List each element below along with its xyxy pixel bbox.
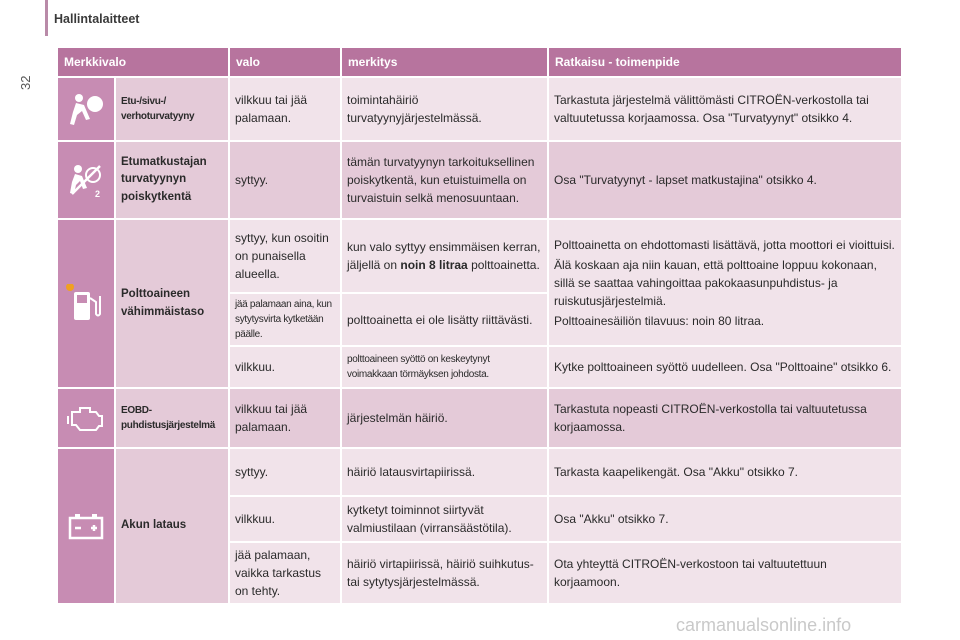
valo-fuel-2: jää palamaan aina, kun sytytysvirta kytketään päälle.: [230, 294, 340, 345]
merkitys-eobd: järjestelmän häiriö.: [342, 389, 547, 447]
side-accent-bar: [45, 0, 48, 36]
passenger-airbag-icon-cell: [58, 142, 114, 218]
table-row-battery-1: [58, 449, 901, 495]
header-merkkivalo: Merkkivalo: [58, 48, 228, 76]
header-ratkaisu: Ratkaisu - toimenpide: [549, 48, 901, 76]
airbag-icon-cell: [58, 78, 114, 140]
valo-battery-3: jää palamaan, vaikka tarkastus on tehty.: [230, 543, 340, 603]
engine-icon: [66, 398, 106, 438]
table-row-fuel-1: [58, 220, 901, 292]
ratkaisu-battery-1: Tarkasta kaapelikengät. Osa "Akku" otsikko 7.: [549, 449, 901, 495]
name-eobd: EOBD-puhdistusjärjestelmä: [116, 389, 228, 447]
valo-passenger-airbag: syttyy.: [230, 142, 340, 218]
battery-icon: [66, 506, 106, 546]
watermark: carmanualsonline.info: [676, 615, 852, 635]
svg-text:2: 2: [95, 189, 101, 199]
header-merkitys: merkitys: [342, 48, 547, 76]
battery-icon-cell: [58, 449, 114, 603]
ratkaisu-battery-3: Ota yhteyttä CITROËN-verkostoon tai valtuutettuun korjaamoon.: [549, 543, 901, 603]
ratkaisu-passenger-airbag: Osa "Turvatyynyt - lapset matkustajina" otsikko 4.: [549, 142, 901, 218]
merkitys-fuel-3: polttoaineen syöttö on keskeytynyt voimakkaan törmäyksen johdosta.: [342, 347, 547, 387]
name-airbag: Etu-/sivu-/ verhoturvatyyny: [116, 78, 228, 140]
header-valo: valo: [230, 48, 340, 76]
valo-eobd: vilkkuu tai jää palamaan.: [230, 389, 340, 447]
warning-lights-table: [56, 46, 903, 605]
name-passenger-airbag: Etumatkustajan turvatyynyn poiskytkentä: [116, 142, 228, 218]
ratkaisu-airbag: Tarkastuta järjestelmä välittömästi CITROËN-verkostolla tai valtuutetussa korjaamossa. Osa "Turvatyynyt" otsikko 4.: [549, 78, 901, 140]
valo-airbag: vilkkuu tai jää palamaan.: [230, 78, 340, 140]
ratkaisu-battery-2: Osa "Akku" otsikko 7.: [549, 497, 901, 541]
merkitys-passenger-airbag: tämän turvatyynyn tarkoituksellinen poiskytkentä, kun etuistuimella on turvaistuin selkä menosuuntaan.: [342, 142, 547, 218]
fuel-icon-cell: [58, 220, 114, 387]
valo-battery-1: syttyy.: [230, 449, 340, 495]
fuel-pump-icon: [66, 284, 106, 324]
merkitys-fuel-2: polttoainetta ei ole lisätty riittävästi.: [342, 294, 547, 345]
table-header-row: [58, 48, 901, 76]
name-battery: Akun lataus: [116, 449, 228, 603]
name-fuel: Polttoaineen vähimmäistaso: [116, 220, 228, 387]
page-number: 32: [18, 75, 33, 90]
passenger-airbag-off-icon: [66, 160, 106, 200]
airbag-icon: [66, 89, 106, 129]
section-title: Hallintalaitteet: [54, 12, 140, 26]
table-row-airbag: [58, 78, 901, 140]
merkitys-battery-3: häiriö virtapiirissä, häiriö suihkutus- tai sytytysjärjestelmässä.: [342, 543, 547, 603]
merkitys-battery-2: kytketyt toiminnot siirtyvät valmiustilaan (virransäästötila).: [342, 497, 547, 541]
table-row-eobd: [58, 389, 901, 447]
table-row-passenger-airbag: [58, 142, 901, 218]
valo-fuel-3: vilkkuu.: [230, 347, 340, 387]
engine-icon-cell: [58, 389, 114, 447]
ratkaisu-fuel-3: Kytke polttoaineen syöttö uudelleen. Osa "Polttoaine" otsikko 6.: [549, 347, 901, 387]
ratkaisu-fuel-1: Polttoainetta on ehdottomasti lisättävä, jotta moottori ei vioittuisi. Älä koskaan aja niin kauan, että polttoaine loppuu kokonaan, sillä se saattaa vahingoittaa pakokaasunpuhdistus- ja ruiskutusjärjestelmiä. Polttoainesäiliön tilavuus: noin 80 litraa.: [549, 220, 901, 345]
ratkaisu-eobd: Tarkastuta nopeasti CITROËN-verkostolla tai valtuutetussa korjaamossa.: [549, 389, 901, 447]
merkitys-battery-1: häiriö latausvirtapiirissä.: [342, 449, 547, 495]
merkitys-airbag: toimintahäiriö turvatyynyjärjestelmässä.: [342, 78, 547, 140]
merkitys-fuel-1: kun valo syttyy ensimmäisen kerran, jäljellä on noin 8 litraa polttoainetta.: [342, 220, 547, 292]
valo-fuel-1: syttyy, kun osoitin on punaisella alueella.: [230, 220, 340, 292]
valo-battery-2: vilkkuu.: [230, 497, 340, 541]
